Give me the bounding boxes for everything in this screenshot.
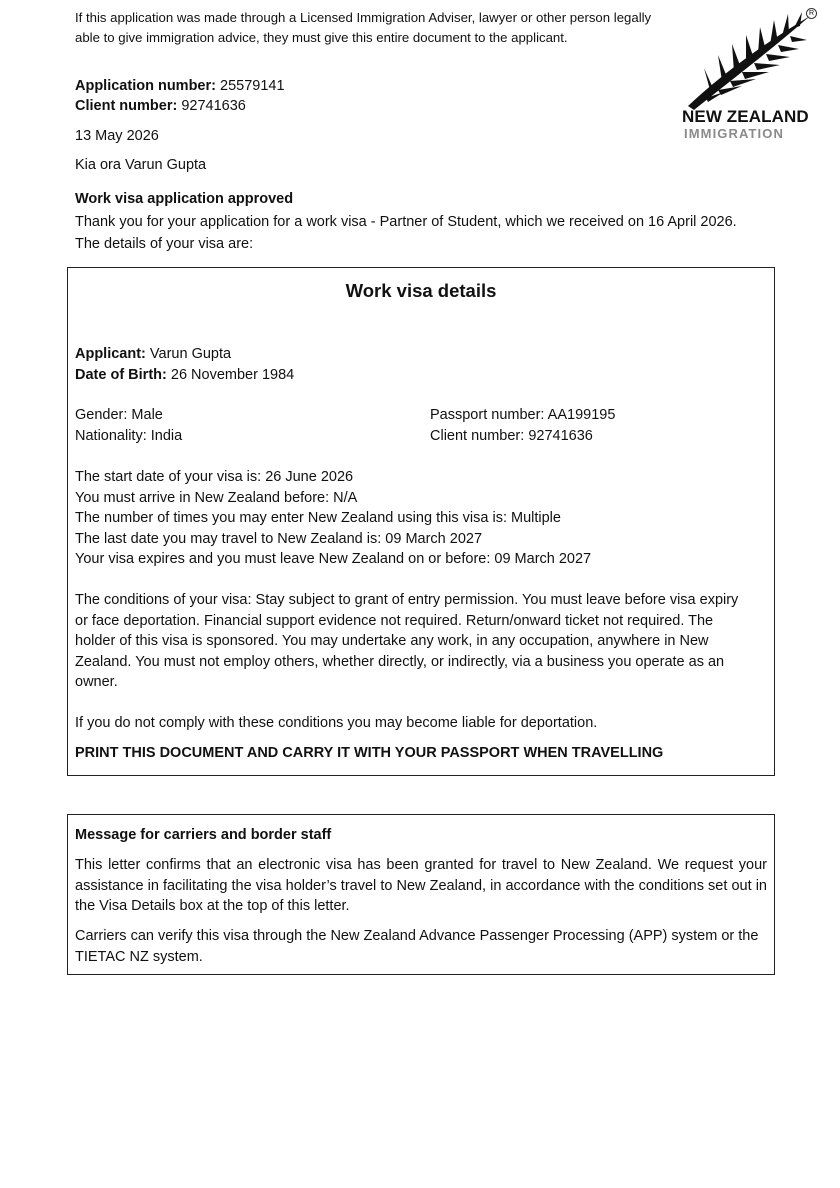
greeting: Kia ora Varun Gupta <box>75 157 207 173</box>
arrive-before: You must arrive in New Zealand before: N/A <box>75 490 358 506</box>
print-instruction: PRINT THIS DOCUMENT AND CARRY IT WITH YOUR PASSPORT WHEN TRAVELLING <box>75 745 664 761</box>
applicant-name: Applicant: Varun Gupta <box>75 346 232 362</box>
compliance-warning: If you do not comply with these conditions you may become liable for deportation. <box>75 715 598 731</box>
adviser-notice: If this application was made through a Licensed Immigration Adviser, lawyer or other person legally able to give immigration advice, they must give this entire document to the applicant. <box>75 10 652 45</box>
entry-count: The number of times you may enter New Zealand using this visa is: Multiple <box>75 510 561 526</box>
nationality: Nationality: India <box>75 428 183 444</box>
client-number: Client number: 92741636 <box>75 98 246 114</box>
letter-date: 13 May 2026 <box>75 128 159 144</box>
approval-text: Thank you for your application for a work visa - Partner of Student, which we received on 16 April 2026. The details of your visa are: <box>75 214 737 252</box>
application-number: Application number: 25579141 <box>75 78 285 94</box>
visa-details-title: Work visa details <box>345 280 497 301</box>
approval-heading: Work visa application approved <box>75 191 294 207</box>
registered-mark: R <box>806 8 817 19</box>
last-travel-date: The last date you may travel to New Zealand is: 09 March 2027 <box>75 531 483 547</box>
visa-start-date: The start date of your visa is: 26 June 2026 <box>75 469 354 485</box>
gender: Gender: Male <box>75 407 163 423</box>
logo-new-zealand: NEW ZEALAND <box>682 107 809 126</box>
date-of-birth: Date of Birth: 26 November 1984 <box>75 367 295 383</box>
visa-expiry: Your visa expires and you must leave New Zealand on or before: 09 March 2027 <box>75 551 592 567</box>
visa-conditions: The conditions of your visa: Stay subject to grant of entry permission. You must leave before visa expiry or face deportation. Financial support evidence not required. Return/onward ticket not required. The holder of this visa is sponsored. You may undertake any work, in any occupation, anywhere in New Zealand. You must not employ others, whether directly, or indirectly, via a business you operate as an owner. <box>75 592 739 690</box>
logo-immigration: IMMIGRATION <box>684 126 784 141</box>
carriers-heading: Message for carriers and border staff <box>75 827 332 843</box>
passport-number: Passport number: AA199195 <box>430 407 616 423</box>
carriers-text: This letter confirms that an electronic visa has been granted for travel to New Zealand. We request your assistance in facilitating the visa holder’s travel to New Zealand, in accordance with the conditions set out in the Visa Details box at the top of this letter. <box>75 857 767 914</box>
visa-client-number: Client number: 92741636 <box>430 428 593 444</box>
carriers-verify-text: Carriers can verify this visa through the New Zealand Advance Passenger Processing (APP) system or the TIETAC NZ system. <box>75 928 759 965</box>
